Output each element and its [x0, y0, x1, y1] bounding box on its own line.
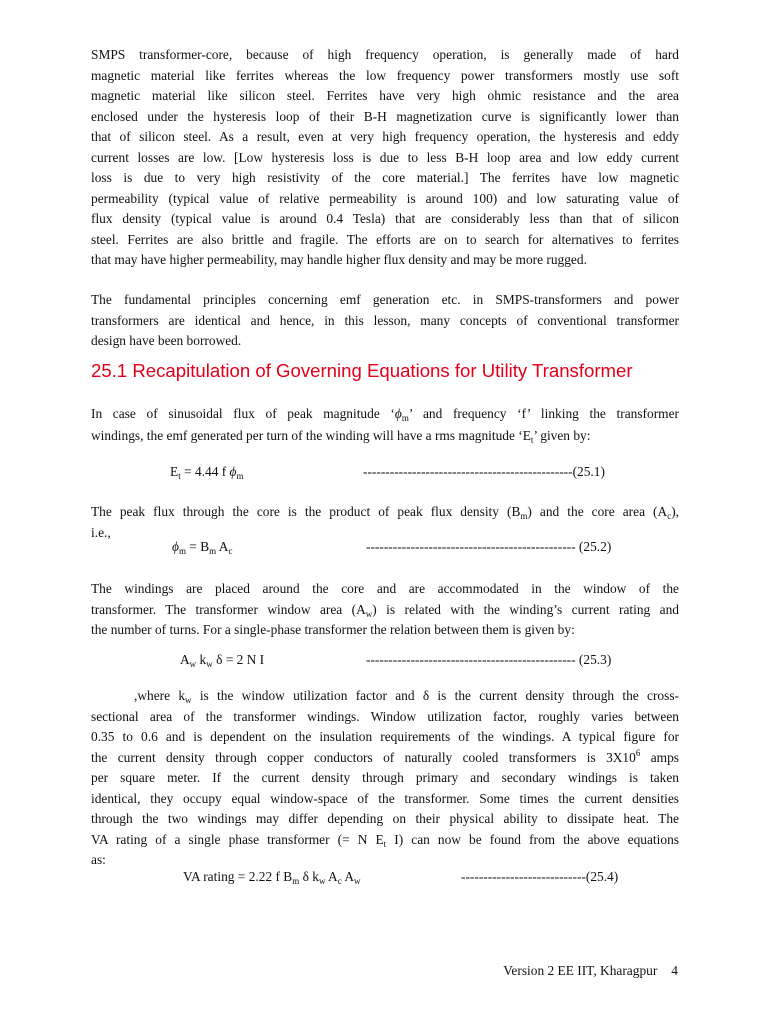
text-line: loss is due to very high resistivity of the core material.] The ferrites have low magnetic — [91, 170, 679, 185]
paragraph-emf-per-turn — [91, 403, 679, 447]
text-line: as: — [91, 852, 106, 867]
text-line: transformer. The transformer window area $(A_w)$ is related with the winding’s current rating and — [91, 601, 679, 619]
text-line: The peak flux through the core is the product of peak flux density $(B_m)$ and the core area $(A_c)$, — [91, 504, 680, 521]
text-line: that may have higher permeability, may handle higher flux density and may be more rugged. — [91, 252, 587, 267]
paragraph-fundamental-principles — [91, 290, 679, 352]
page-number: 4 — [671, 963, 678, 978]
text-line: transformers are identical and hence, in this lesson, many concepts of conventional transformer — [91, 312, 679, 328]
phi-symbol: ϕ — [394, 406, 402, 421]
text-line: magnetic material like silicon steel. Ferrites have very high ohmic resistance and the area — [91, 88, 679, 103]
text-line: In case of sinusoidal flux of peak magnitude ‘$\phi_m$’ and frequency ‘f’ linking the transformer — [91, 406, 679, 423]
text-line: SMPS transformer-core, because of high frequency operation, is generally made of hard — [91, 47, 679, 62]
text-line: The windings are placed around the core and are accommodated in the window of the — [91, 581, 679, 596]
text-line: the current density through copper conductors of naturally cooled transformers is $3X10^6$ amps — [91, 747, 679, 765]
paragraph-peak-flux — [91, 502, 679, 543]
text-line: enclosed under the hysteresis loop of their B-H magnetization curve is significantly lower than — [91, 108, 679, 124]
text-line: design have been borrowed. — [91, 333, 242, 348]
text-line: that of silicon steel. As a result, even at very high frequency operation, the hysteresis and eddy — [91, 129, 679, 144]
text-line: current losses are low. [Low hysteresis loss is due to less B-H loop area and low eddy current — [91, 149, 679, 165]
equation-number: ----------------------------(25.4) — [461, 869, 619, 884]
text-line: the number of turns. For a single-phase transformer the relation between them is given by: — [91, 622, 575, 637]
paragraph-ferrite-core — [91, 45, 679, 271]
text-line: magnetic material like ferrites whereas the low frequency power transformers mostly use soft — [91, 67, 679, 83]
text-line: flux density (typical value is around 0.4 Tesla) that are considerably less than that of silicon — [91, 211, 679, 226]
footer-text: Version 2 EE IIT, Kharagpur — [503, 963, 658, 978]
equation-25-2: $\phi_m = B_m$ $A_c$ — [172, 539, 233, 556]
text-line: through the two windings may differ depending on their physical ability to dissipate heat. The — [91, 811, 679, 826]
text-line: 0.35 to 0.6 and is dependent on the insulation requirements of the windings. A typical figure for — [91, 729, 679, 744]
text-line: windings, the emf generated per turn of the winding will have a rms magnitude ‘$E_t$’ given by: — [91, 428, 591, 445]
equation-number: ----------------------------------------------- (25.3) — [366, 652, 612, 667]
equation-number: ----------------------------------------------- (25.2) — [366, 539, 612, 554]
text-line: steel. Ferrites are also brittle and fragile. The efforts are on to search for alternatives to ferrites — [91, 231, 679, 247]
text-line: VA rating of a single phase transformer (= N $E_t$ I) can now be found from the above equations — [91, 831, 679, 849]
text-line: per square meter. If the current density through primary and secondary windings is taken — [91, 770, 679, 785]
text-line: permeability (typical value of relative permeability is around 100) and low saturating value of — [91, 190, 679, 206]
paragraph-utilization-factor — [91, 686, 679, 871]
text-line: i.e., — [91, 524, 111, 540]
equation-25-4: VA rating = 2.22 f $B_m$ δ $k_w$ $A_c$ $A_w$ — [183, 869, 361, 886]
paragraph-window-area — [91, 579, 679, 641]
section-heading: 25.1 Recapitulation of Governing Equations for Utility Transformer — [91, 360, 633, 381]
text-line: sectional area of the transformer windings. Window utilization factor, roughly varies between — [91, 708, 679, 724]
equation-25-1: $E_t = 4.44$ f $\phi_m$ — [170, 464, 244, 481]
text-line: identical, they occupy equal window-space of the transformer. Some times the current densities — [91, 790, 679, 806]
equation-number: -----------------------------------------------(25.1) — [363, 464, 605, 479]
text-line: The fundamental principles concerning emf generation etc. in SMPS-transformers and power — [91, 292, 679, 307]
equation-25-3: $A_w$ $k_w$ δ = 2 N I — [180, 652, 265, 669]
text-line: ,where $k_w$ is the window utilization factor and δ is the current density through the cross- — [134, 688, 679, 705]
page-footer — [503, 963, 678, 979]
